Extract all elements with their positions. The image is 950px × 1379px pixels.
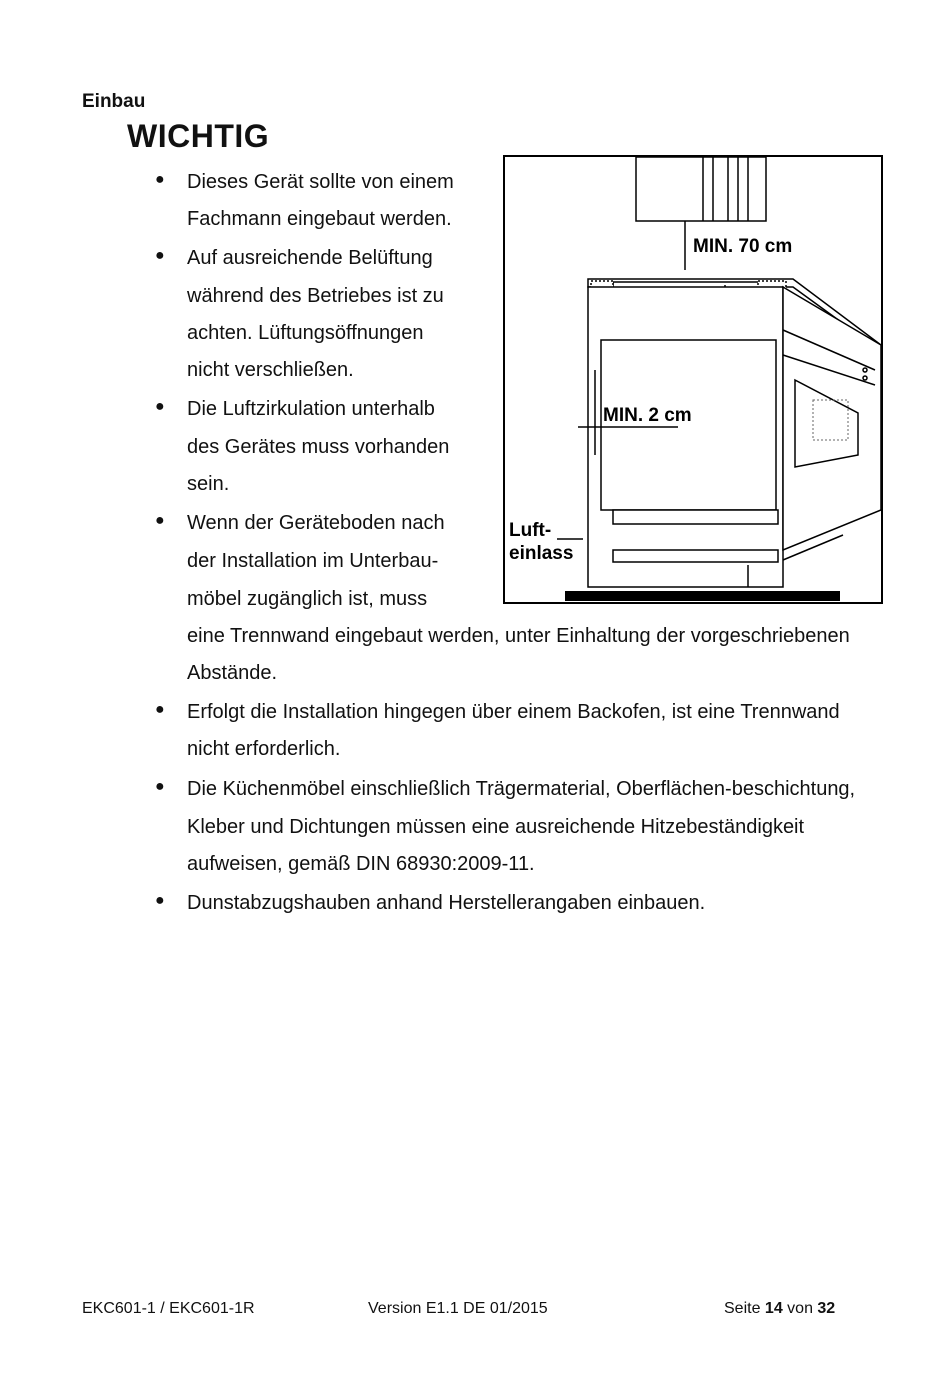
footer-page bbox=[724, 1300, 835, 1318]
bullet-4-line-5: Abstände. bbox=[187, 662, 278, 684]
important-heading: WICHTIG bbox=[127, 118, 270, 154]
bullet-4-line-1: Wenn der Geräteboden nach bbox=[187, 512, 445, 534]
bullet-6-line-2: Kleber und Dichtungen müssen eine ausreichende Hitzebeständigkeit bbox=[187, 816, 805, 838]
range-hood bbox=[636, 157, 766, 221]
page-total: 32 bbox=[817, 1300, 836, 1317]
bullet-dot: ● bbox=[155, 512, 165, 529]
bullet-dot: ● bbox=[155, 398, 165, 415]
bullet-6-line-3: aufweisen, gemäß DIN 68930:2009-11. bbox=[187, 853, 535, 875]
page-current: 14 bbox=[764, 1300, 783, 1317]
installation-diagram bbox=[503, 155, 883, 604]
page-mid: von bbox=[782, 1300, 818, 1317]
label-einlass: einlass bbox=[509, 543, 574, 564]
bullet-3-line-3: sein. bbox=[187, 473, 230, 495]
bullet-3-line-1: Die Luftzirkulation unterhalb bbox=[187, 398, 435, 420]
bullet-2-line-3: achten. Lüftungsöffnungen bbox=[187, 322, 424, 344]
bullet-dot: ● bbox=[155, 778, 165, 795]
footer-model: EKC601-1 / EKC601-1R bbox=[82, 1300, 255, 1317]
footer-version: Version E1.1 DE 01/2015 bbox=[368, 1300, 548, 1317]
bullet-4-line-4: eine Trennwand eingebaut werden, unter Einhaltung der vorgeschriebenen bbox=[187, 625, 850, 647]
bullet-6-line-1: Die Küchenmöbel einschließlich Trägermaterial, Oberflächen-beschichtung, bbox=[187, 778, 856, 800]
kitchen-cabinet bbox=[578, 287, 783, 587]
section-title: Einbau bbox=[82, 91, 146, 112]
label-min-70: MIN. 70 cm bbox=[693, 236, 793, 257]
bullet-dot: ● bbox=[155, 701, 165, 718]
bullet-5-line-1: Erfolgt die Installation hingegen über einem Backofen, ist eine Trennwand bbox=[187, 701, 840, 723]
bullet-5-line-2: nicht erforderlich. bbox=[187, 738, 341, 760]
bullet-1-line-2: Fachmann eingebaut werden. bbox=[187, 208, 452, 230]
bullet-7-line-1: Dunstabzugshauben anhand Herstellerangaben einbauen. bbox=[187, 892, 706, 914]
label-min-2: MIN. 2 cm bbox=[603, 405, 692, 426]
bullet-2-line-1: Auf ausreichende Belüftung bbox=[187, 247, 433, 269]
bullet-dot: ● bbox=[155, 892, 165, 909]
bullet-3-line-2: des Gerätes muss vorhanden bbox=[187, 436, 450, 458]
bullet-dot: ● bbox=[155, 171, 165, 188]
bullet-2-line-2: während des Betriebes ist zu bbox=[187, 285, 444, 307]
bullet-2-line-4: nicht verschließen. bbox=[187, 359, 354, 381]
bullet-4-line-2: der Installation im Unterbau- bbox=[187, 550, 439, 572]
bullet-1-line-1: Dieses Gerät sollte von einem bbox=[187, 171, 454, 193]
page-prefix: Seite bbox=[724, 1300, 765, 1317]
bullet-4-line-3: möbel zugänglich ist, muss bbox=[187, 588, 428, 610]
floor-strip bbox=[565, 591, 840, 601]
label-luft: Luft- bbox=[509, 520, 552, 541]
bullet-dot: ● bbox=[155, 247, 165, 264]
